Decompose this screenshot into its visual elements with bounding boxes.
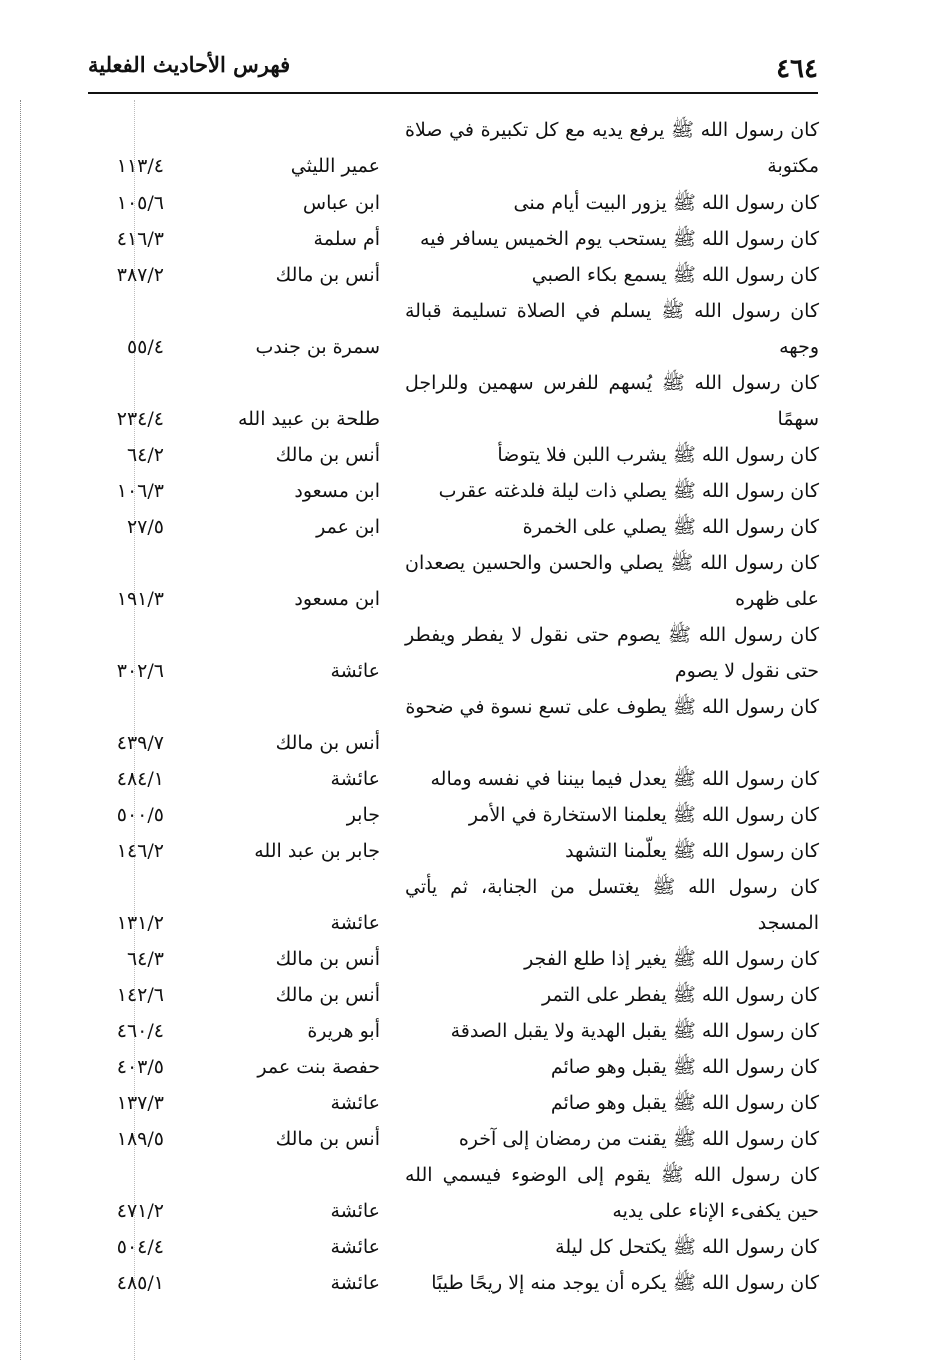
volume-page-ref: ٤٨٥/١ xyxy=(116,1272,164,1294)
narrator: ابن عمر xyxy=(316,516,380,538)
hadith-text: كان رسول الله ﷺ يغير إذا طلع الفجر xyxy=(524,948,819,970)
hadith-text: كان رسول الله ﷺ يفطر على التمر xyxy=(542,984,819,1006)
volume-page-ref: ٤٧١/٢ xyxy=(116,1200,164,1222)
volume-page-ref: ٥٠٤/٤ xyxy=(116,1236,164,1258)
narrator: سمرة بن جندب xyxy=(255,336,380,358)
hadith-text: كان رسول الله ﷺ يقبل وهو صائم xyxy=(550,1092,819,1114)
hadith-text: كان رسول الله ﷺ يصوم حتى نقول لا يفطر ويفطر حتى نقول لا يصوم xyxy=(405,624,819,682)
hadith-text: كان رسول الله ﷺ يقبل وهو صائم xyxy=(550,1056,819,1078)
narrator: عائشة xyxy=(330,660,380,682)
narrator: عائشة xyxy=(330,1236,380,1258)
narrator: جابر بن عبد الله xyxy=(254,840,380,862)
hadith-text: كان رسول الله ﷺ يرفع يديه مع كل تكبيرة في صلاة مكتوبة xyxy=(405,119,819,177)
hadith-text: كان رسول الله ﷺ يعلّمنا التشهد xyxy=(565,840,819,862)
volume-page-ref: ٦٤/٢ xyxy=(126,444,164,466)
hadith-text: كان رسول الله ﷺ يقنت من رمضان إلى آخره xyxy=(458,1128,819,1150)
hadith-text: كان رسول الله ﷺ يقبل الهدية ولا يقبل الصدقة xyxy=(450,1020,819,1042)
narrator: أنس بن مالك xyxy=(275,732,380,754)
narrator: عائشة xyxy=(330,912,380,934)
hadith-text: كان رسول الله ﷺ يسلم في الصلاة تسليمة قبالة وجهه xyxy=(405,300,819,358)
hadith-text: كان رسول الله ﷺ يكتحل كل ليلة xyxy=(555,1236,819,1258)
volume-page-ref: ٤٣٩/٧ xyxy=(116,732,164,754)
hadith-text: كان رسول الله ﷺ يعدل فيما بيننا في نفسه وماله xyxy=(430,768,819,790)
volume-page-ref: ٤٨٤/١ xyxy=(116,768,164,790)
hadith-text: كان رسول الله ﷺ يُسهم للفرس سهمين وللراجل سهمًا xyxy=(405,372,819,430)
hadith-text: كان رسول الله ﷺ يصلي على الخمرة xyxy=(522,516,819,538)
narrator: أم سلمة xyxy=(313,228,380,250)
volume-page-ref: ١٣٧/٣ xyxy=(116,1092,164,1114)
narrator: أنس بن مالك xyxy=(275,1128,380,1150)
volume-page-ref: ١٨٩/٥ xyxy=(116,1128,164,1150)
hadith-text: كان رسول الله ﷺ يزور البيت أيام منى xyxy=(513,192,819,214)
volume-page-ref: ١٠٥/٦ xyxy=(116,192,164,214)
volume-page-ref: ٢٧/٥ xyxy=(126,516,164,538)
hadith-text: كان رسول الله ﷺ يطوف على تسع نسوة في ضحوة xyxy=(405,696,819,718)
volume-page-ref: ١٣١/٢ xyxy=(116,912,164,934)
hadith-text: كان رسول الله ﷺ يشرب اللبن فلا يتوضأ xyxy=(497,444,819,466)
narrator: عائشة xyxy=(330,1092,380,1114)
hadith-text: كان رسول الله ﷺ يصلي ذات ليلة فلدغته عقرب xyxy=(438,480,819,502)
hadith-text: كان رسول الله ﷺ يكره أن يوجد منه إلا ريحًا طيبًا xyxy=(431,1272,819,1294)
volume-page-ref: ١١٣/٤ xyxy=(116,155,164,177)
narrator: ابن مسعود xyxy=(294,588,380,610)
narrator: أنس بن مالك xyxy=(275,444,380,466)
narrator: أبو هريرة xyxy=(307,1020,380,1042)
volume-page-ref: ٤٠٣/٥ xyxy=(116,1056,164,1078)
narrator: عائشة xyxy=(330,1272,380,1294)
hadith-text: كان رسول الله ﷺ يستحب يوم الخميس يسافر فيه xyxy=(420,228,819,250)
hadith-text: كان رسول الله ﷺ يقوم إلى الوضوء فيسمي الله حين يكفىء الإناء على يديه xyxy=(405,1164,819,1222)
narrator: ابن مسعود xyxy=(294,480,380,502)
volume-page-ref: ٥٥/٤ xyxy=(126,336,164,358)
narrator: عائشة xyxy=(330,1200,380,1222)
narrator: ابن عباس xyxy=(302,192,380,214)
narrator: عائشة xyxy=(330,768,380,790)
narrator: طلحة بن عبيد الله xyxy=(237,408,380,430)
hadith-text: كان رسول الله ﷺ يسمع بكاء الصبي xyxy=(531,264,819,286)
hadith-text: كان رسول الله ﷺ يصلي والحسن والحسين يصعدان على ظهره xyxy=(405,552,819,610)
page-number: ٤٦٤ xyxy=(776,54,818,84)
volume-page-ref: ٣٠٢/٦ xyxy=(116,660,164,682)
volume-page-ref: ٢٣٤/٤ xyxy=(116,408,164,430)
narrator: أنس بن مالك xyxy=(275,264,380,286)
volume-page-ref: ٥٠٠/٥ xyxy=(116,804,164,826)
volume-page-ref: ٤٦٠/٤ xyxy=(116,1020,164,1042)
narrator: عمير الليثي xyxy=(290,155,380,177)
volume-page-ref: ١٩١/٣ xyxy=(116,588,164,610)
narrator: حفصة بنت عمر xyxy=(257,1056,380,1078)
narrator: أنس بن مالك xyxy=(275,984,380,1006)
narrator: جابر xyxy=(346,804,380,826)
volume-page-ref: ١٠٦/٣ xyxy=(116,480,164,502)
volume-page-ref: ١٤٢/٦ xyxy=(116,984,164,1006)
running-title: فهرس الأحاديث الفعلية xyxy=(88,52,291,77)
volume-page-ref: ٣٨٧/٢ xyxy=(116,264,164,286)
narrator: أنس بن مالك xyxy=(275,948,380,970)
hadith-text: كان رسول الله ﷺ يغتسل من الجنابة، ثم يأتي المسجد xyxy=(405,876,819,934)
volume-page-ref: ٤١٦/٣ xyxy=(116,228,164,250)
volume-page-ref: ٦٤/٣ xyxy=(126,948,164,970)
hadith-text: كان رسول الله ﷺ يعلمنا الاستخارة في الأمر xyxy=(468,804,819,826)
volume-page-ref: ١٤٦/٢ xyxy=(116,840,164,862)
